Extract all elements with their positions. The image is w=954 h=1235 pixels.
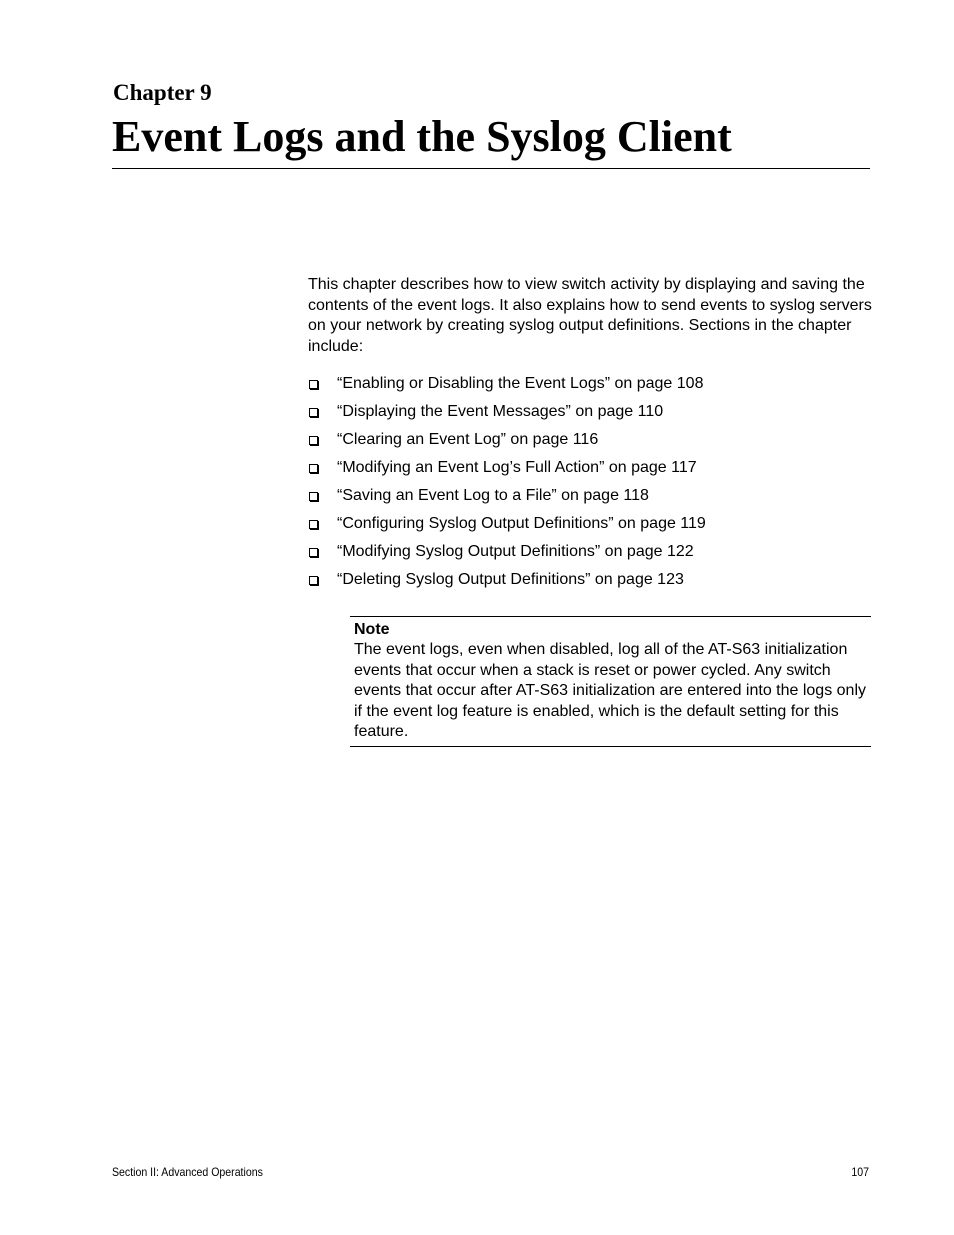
title-divider (112, 168, 870, 169)
checkbox-bullet-icon (309, 436, 318, 445)
note-box (350, 616, 871, 747)
chapter-title: Event Logs and the Syslog Client (112, 112, 732, 161)
chapter-label: Chapter 9 (113, 80, 212, 105)
note-text: The event logs, even when disabled, log all of the AT-S63 initialization events that occur when a stack is reset or power cycled. Any switch events that occur after AT-S63 initialization are entered into the logs only if the event log feature is enabled, which is the default setting for this feature. (354, 641, 866, 740)
list-item-label: “Modifying an Event Log’s Full Action” on page 117 (337, 459, 697, 476)
list-item-label: “Clearing an Event Log” on page 116 (337, 431, 599, 448)
intro-paragraph: This chapter describes how to view switch activity by displaying and saving the contents of the event logs. It also explains how to send events to syslog servers on your network by creating syslog output definitions. Sections in the chapter include: (308, 276, 872, 355)
list-item-label: “Saving an Event Log to a File” on page 118 (337, 487, 649, 504)
checkbox-bullet-icon (309, 380, 318, 389)
list-item[interactable] (308, 401, 868, 429)
list-item[interactable] (308, 569, 868, 597)
list-item[interactable] (308, 513, 868, 541)
list-item-label: “Configuring Syslog Output Definitions” on page 119 (337, 515, 706, 532)
checkbox-bullet-icon (309, 548, 318, 557)
checkbox-bullet-icon (309, 520, 318, 529)
list-item[interactable] (308, 373, 868, 401)
list-item[interactable] (308, 485, 868, 513)
checkbox-bullet-icon (309, 492, 318, 501)
footer-section-label: Section II: Advanced Operations (112, 1165, 263, 1179)
checkbox-bullet-icon (309, 576, 318, 585)
list-item[interactable] (308, 457, 868, 485)
list-item-label: “Displaying the Event Messages” on page 110 (337, 403, 664, 420)
list-item-label: “Modifying Syslog Output Definitions” on page 122 (337, 543, 694, 560)
footer-page-number: 107 (851, 1165, 869, 1179)
list-item-label: “Enabling or Disabling the Event Logs” on page 108 (337, 375, 704, 392)
checkbox-bullet-icon (309, 464, 318, 473)
checkbox-bullet-icon (309, 408, 318, 417)
list-item[interactable] (308, 429, 868, 457)
list-item[interactable] (308, 541, 868, 569)
note-heading: Note (354, 621, 390, 638)
section-list (308, 373, 868, 597)
list-item-label: “Deleting Syslog Output Definitions” on page 123 (337, 571, 684, 588)
